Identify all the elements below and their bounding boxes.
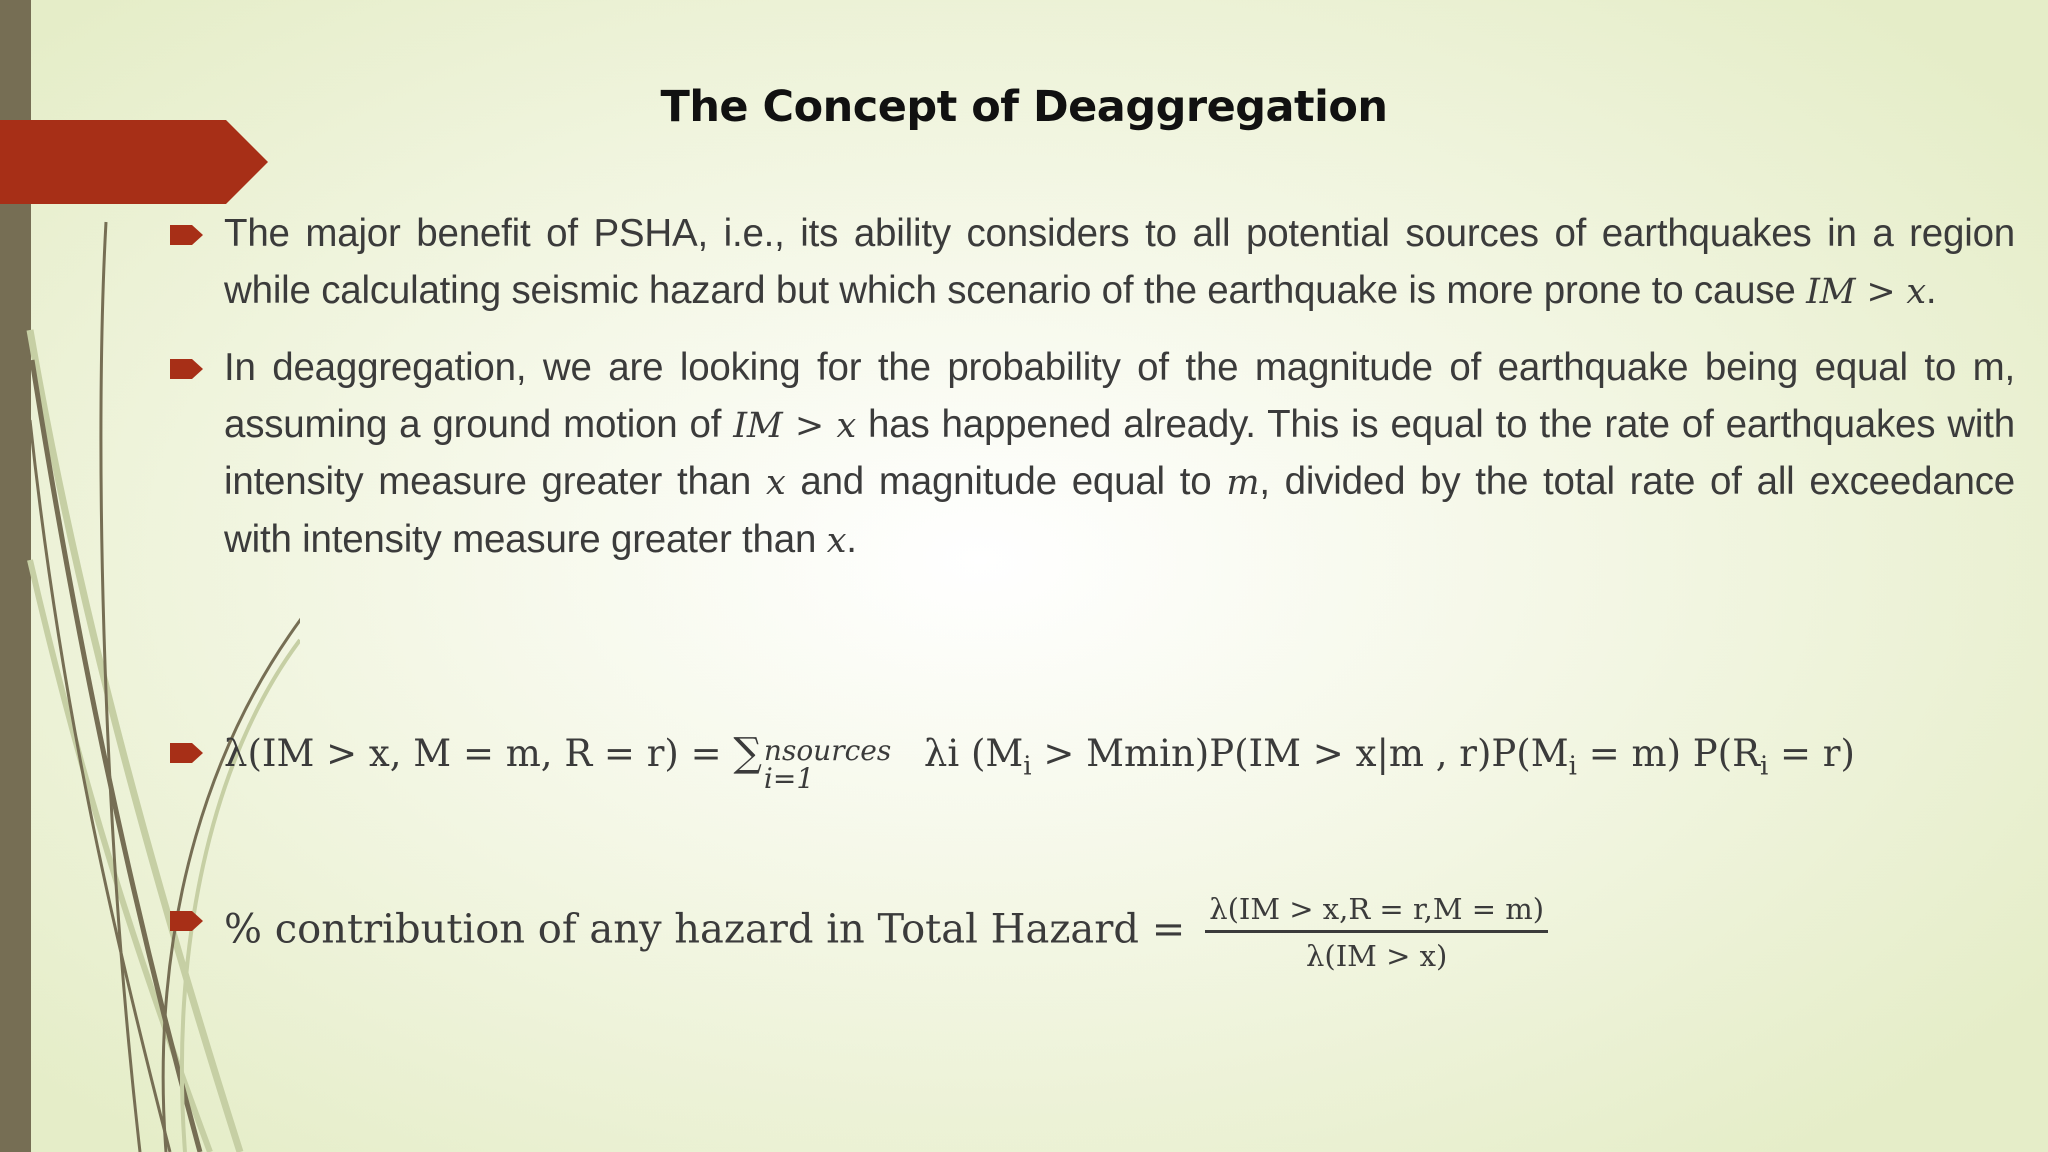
bullet-deaggregation-definition bbox=[170, 340, 2015, 569]
math-im-greater-x: IM > x bbox=[1806, 271, 1926, 312]
bullet-text: The major benefit of PSHA, i.e., its ability considers to all potential sources of earthquakes in a region while calculating seismic hazard but which scenario of the earthquake is more prone to cause bbox=[224, 212, 2015, 312]
arrow-bullet-icon bbox=[170, 910, 204, 932]
summation-symbol: ∑ bbox=[733, 730, 762, 776]
bullet-list bbox=[170, 206, 2015, 589]
formula-subscript: i bbox=[1568, 751, 1577, 782]
hazard-rate-formula bbox=[170, 725, 2048, 794]
fraction-denominator: λ(IM > x) bbox=[1306, 939, 1448, 973]
formula-term: λi (M bbox=[923, 732, 1024, 775]
math-m: m bbox=[1226, 463, 1260, 503]
bullet-text: has happened already. This is equal to the rate of earthquakes with intensity measure greater than bbox=[224, 402, 2015, 503]
math-x: x bbox=[826, 520, 847, 561]
bullet-psha-benefit bbox=[170, 206, 2015, 320]
summation-upper-limit: nsources bbox=[763, 733, 892, 767]
bullet-text: , divided by the total rate of all exceedance with intensity measure greater than bbox=[224, 460, 2016, 561]
slide-title: The Concept of Deaggregation bbox=[660, 82, 1388, 132]
formula-term: = r) bbox=[1768, 732, 1855, 775]
formula-lhs: λ(IM > x, M = m, R = r) = bbox=[224, 732, 734, 775]
contribution-fraction bbox=[1205, 892, 1548, 973]
arrow-bullet-icon bbox=[170, 224, 204, 246]
summation-lower-limit: i=1 bbox=[763, 761, 815, 795]
bullet-text: and magnitude equal to bbox=[785, 460, 1227, 503]
bullet-text-end: . bbox=[846, 517, 857, 561]
formula-subscript: i bbox=[1023, 751, 1032, 782]
title-arrow-tab bbox=[0, 120, 268, 204]
arrow-bullet-icon bbox=[170, 742, 204, 764]
bullet-text: In deaggregation, we are looking for the probability of the magnitude of earthquake being equal to m, assuming a ground motion of bbox=[224, 346, 2015, 446]
formula-subscript: i bbox=[1759, 751, 1769, 782]
formula-term: > Mmin)P(IM > x|m , r)P(M bbox=[1031, 732, 1569, 775]
math-x: x bbox=[765, 463, 786, 503]
summation-limits bbox=[762, 729, 924, 795]
contribution-label: % contribution of any hazard in Total Hazard = bbox=[224, 906, 1186, 953]
formula-term: = m) P(R bbox=[1576, 732, 1760, 775]
contribution-formula bbox=[170, 892, 2048, 973]
math-im-greater-x: IM > x bbox=[733, 405, 857, 446]
fraction-numerator: λ(IM > x,R = r,M = m) bbox=[1205, 892, 1548, 933]
arrow-bullet-icon bbox=[170, 358, 204, 380]
bullet-text-end: . bbox=[1925, 268, 1937, 312]
